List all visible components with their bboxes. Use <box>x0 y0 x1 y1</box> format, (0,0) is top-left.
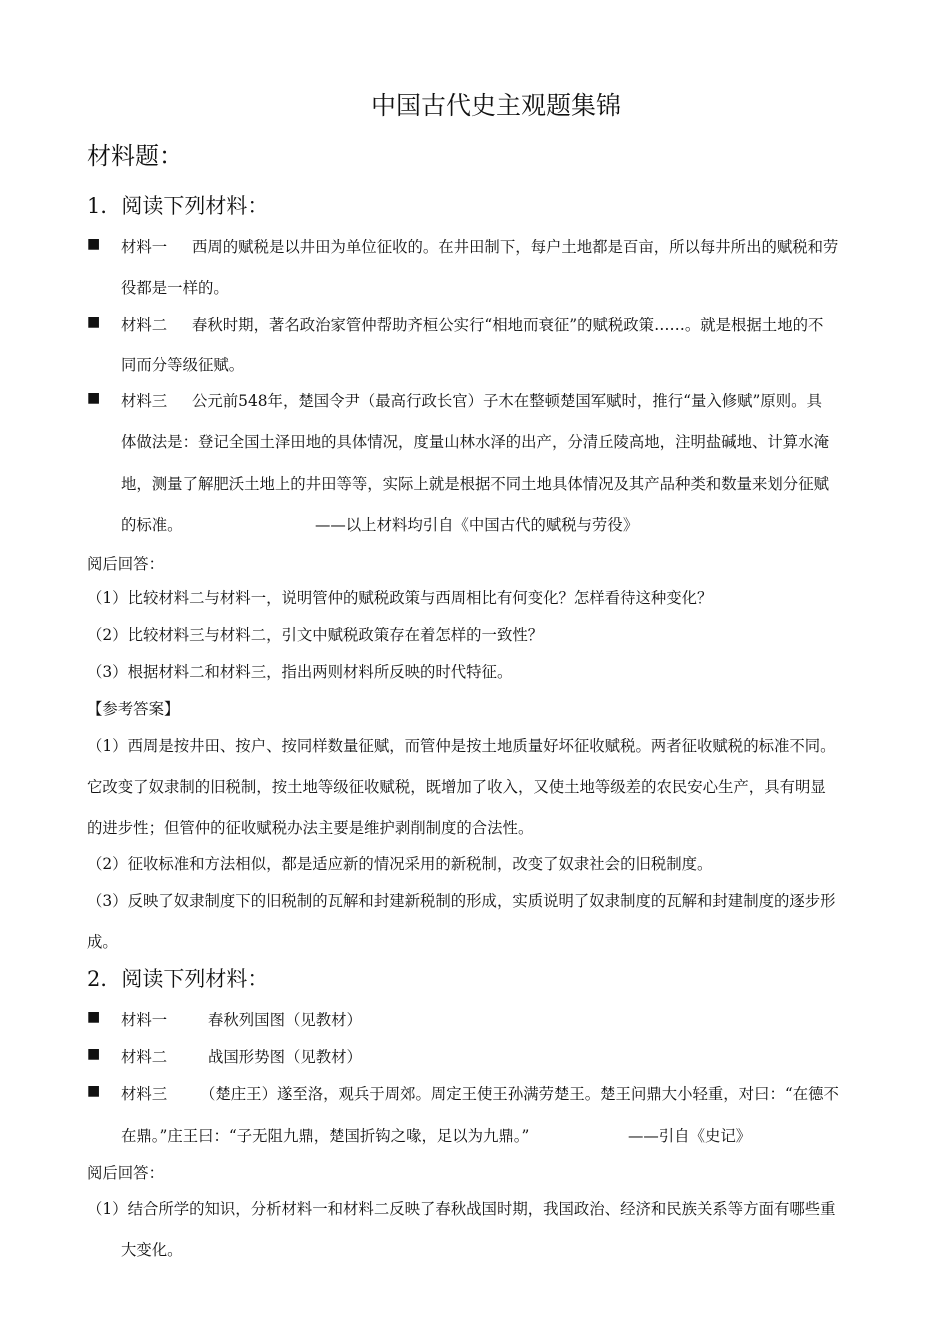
bullet-icon: ■ <box>87 1083 101 1099</box>
q1-answer-prompt: 阅后回答： <box>87 555 164 573</box>
q1-question-1: （1）比较材料二与材料一，说明管仲的赋税政策与西周相比有何变化？怎样看待这种变化？ <box>87 589 713 607</box>
q2-question-1: （1）结合所学的知识，分析材料一和材料二反映了春秋战国时期，我国政治、经济和民族关系等方面有哪些重 <box>87 1200 836 1218</box>
q1-question-2: （2）比较材料三与材料二，引文中赋税政策存在着怎样的一致性？ <box>87 626 544 644</box>
bullet-icon: ■ <box>87 314 101 330</box>
q1-answer-1-cont: 的进步性；但管仲的征收赋税办法主要是维护剥削制度的合法性。 <box>87 819 534 837</box>
q2-material-3-text: （楚庄王）遂至洛，观兵于周郊。周定王使王孙满劳楚王。楚王问鼎大小轻重，对曰：“在德不 <box>200 1085 839 1103</box>
q1-material-2-text: 春秋时期，著名政治家管仲帮助齐桓公实行“相地而衰征”的赋税政策……。就是根据土地的不 <box>192 316 824 334</box>
q1-answer-3: （3）反映了奴隶制度下的旧税制的瓦解和封建新税制的形成，实质说明了奴隶制度的瓦解和封建制度的逐步形 <box>87 892 836 910</box>
q1-material-3-text: 公元前548年，楚国令尹（最高行政长官）子木在整顿楚国军赋时，推行“量入修赋”原则。具 <box>192 392 822 410</box>
q1-answer-3-cont: 成。 <box>87 933 118 951</box>
q1-material-2-text-cont: 同而分等级征赋。 <box>121 356 245 374</box>
q1-material-1-text-cont: 役都是一样的。 <box>121 279 229 297</box>
q1-material-3-label: 材料三 <box>121 392 168 410</box>
q1-material-3-text-cont: 地，测量了解肥沃土地上的井田等等，实际上就是根据不同土地具体情况及其产品种类和数量来划分征赋 <box>121 475 829 493</box>
q1-material-3-text-cont: 的标准。 <box>121 516 183 534</box>
q2-material-1-text: 春秋列国图（见教材） <box>208 1011 362 1029</box>
q1-material-3-text-cont: 体做法是：登记全国土泽田地的具体情况，度量山林水泽的出产，分清丘陵高地，注明盐碱地、计算水淹 <box>121 433 829 451</box>
q1-question-3: （3）根据材料二和材料三，指出两则材料所反映的时代特征。 <box>87 663 513 681</box>
bullet-icon: ■ <box>87 1009 101 1025</box>
q2-material-2-label: 材料二 <box>121 1048 168 1066</box>
q1-material-1-label: 材料一 <box>121 238 168 256</box>
q2-heading: 2．阅读下列材料： <box>87 967 269 991</box>
q2-material-3-label: 材料三 <box>121 1085 168 1103</box>
q1-answer-1-cont: 它改变了奴隶制的旧税制，按土地等级征收赋税，既增加了收入，又使土地等级差的农民安心生产，具有明显 <box>87 778 826 796</box>
q1-material-source: ——以上材料均引自《中国古代的赋税与劳役》 <box>315 516 639 534</box>
q2-material-2-text: 战国形势图（见教材） <box>208 1048 362 1066</box>
q1-reference-answer-label: 【参考答案】 <box>87 700 180 718</box>
q1-answer-1: （1）西周是按井田、按户、按同样数量征赋，而管仲是按土地质量好坏征收赋税。两者征收赋税的标准不同。 <box>87 737 836 755</box>
bullet-icon: ■ <box>87 1046 101 1062</box>
q1-heading: 1．阅读下列材料： <box>87 194 269 218</box>
q2-answer-prompt: 阅后回答： <box>87 1164 164 1182</box>
bullet-icon: ■ <box>87 236 101 252</box>
q1-material-1-text: 西周的赋税是以井田为单位征收的。在井田制下，每户土地都是百亩，所以每井所出的赋税和劳 <box>192 238 839 256</box>
section-title: 材料题： <box>87 142 183 170</box>
q2-material-3-text-cont: 在鼎。”庄王曰：“子无阻九鼎，楚国折钩之喙，足以为九鼎。” <box>121 1127 530 1145</box>
q2-question-1-cont: 大变化。 <box>121 1241 183 1259</box>
page-title: 中国古代史主观题集锦 <box>370 91 621 120</box>
q2-material-source: ——引自《史记》 <box>628 1127 752 1145</box>
bullet-icon: ■ <box>87 390 101 406</box>
q1-answer-2: （2）征收标准和方法相似，都是适应新的情况采用的新税制，改变了奴隶社会的旧税制度。 <box>87 855 713 873</box>
q1-material-2-label: 材料二 <box>121 316 168 334</box>
q2-material-1-label: 材料一 <box>121 1011 168 1029</box>
